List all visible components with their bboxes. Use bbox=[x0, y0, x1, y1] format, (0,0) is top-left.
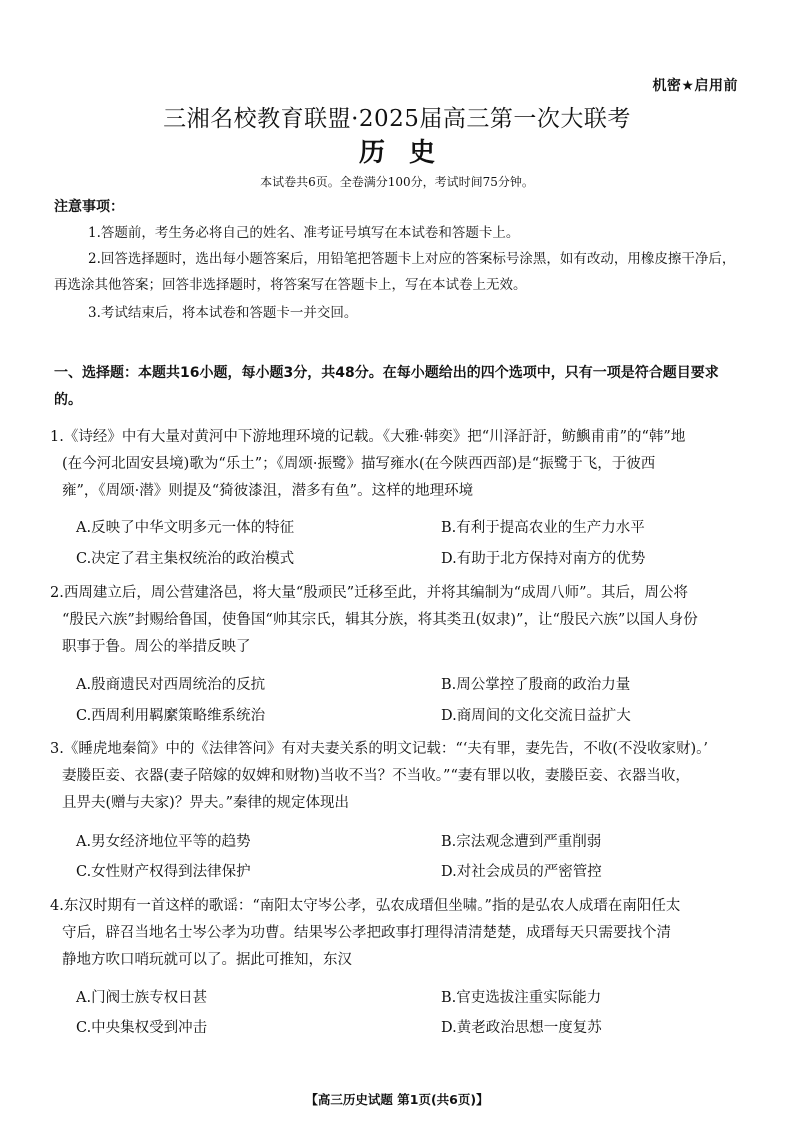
question-line: “殷民六族”封赐给鲁国，使鲁国“帅其宗氏，辑其分族，将其类丑(奴隶)”，让“殷民六族”以国人身份 bbox=[62, 612, 698, 628]
question-line: 2.西周建立后，周公营建洛邑，将大量“殷顽民”迁移至此，并将其编制为“成周八师”。其后，周公将 bbox=[50, 585, 688, 601]
question-line: 且畀夫(赠与夫家)？畀夫。”秦律的规定体现出 bbox=[62, 795, 349, 811]
option-d: D.有助于北方保持对南方的优势 bbox=[441, 551, 646, 567]
question-line: 守后，辟召当地名士岑公孝为功曹。结果岑公孝把政事打理得清清楚楚，成瑨每天只需要找个清 bbox=[62, 925, 671, 941]
question-line: (在今河北固安县境)歌为“乐土”；《周颂·振鹭》描写雍水(在今陕西西部)是“振鹭于飞，于彼西 bbox=[62, 456, 656, 472]
question-line: 3.《睡虎地秦简》中的《法律答问》有对夫妻关系的明文记载：“‘夫有罪，妻先告，不收(不没收家财)。’ bbox=[50, 741, 709, 757]
option-b: B.周公掌控了殷商的政治力量 bbox=[441, 677, 631, 693]
subject-title: 历史 bbox=[358, 138, 459, 168]
option-a: A.反映了中华文明多元一体的特征 bbox=[76, 520, 295, 536]
option-a: A.门阀士族专权日甚 bbox=[76, 990, 208, 1006]
option-a: A.殷商遗民对西周统治的反抗 bbox=[76, 677, 266, 693]
question-line: 妻媵臣妾、衣器(妻子陪嫁的奴婢和财物)当收不当？不当收。”“妻有罪以收，妻媵臣妾、衣器当收， bbox=[62, 768, 690, 784]
question-line: 职事于鲁。周公的举措反映了 bbox=[62, 639, 251, 655]
option-d: D.黄老政治思想一度复苏 bbox=[441, 1020, 602, 1036]
option-c: C.中央集权受到冲击 bbox=[76, 1020, 208, 1036]
section-heading: 一、选择题：本题共16小题，每小题3分，共48分。在每小题给出的四个选项中，只有一项是符合题目要求的。 bbox=[54, 365, 719, 408]
notes-title: 注意事项： bbox=[54, 199, 124, 215]
option-c: C.女性财产权得到法律保护 bbox=[76, 864, 251, 880]
option-d: D.对社会成员的严密管控 bbox=[441, 864, 602, 880]
option-d: D.商周间的文化交流日益扩大 bbox=[441, 708, 631, 724]
option-b: B.有利于提高农业的生产力水平 bbox=[441, 520, 645, 536]
exam-info: 本试卷共6页。全卷满分100分，考试时间75分钟。 bbox=[260, 175, 534, 189]
option-c: C.西周利用羁縻策略维系统治 bbox=[76, 708, 266, 724]
question-line: 雍”，《周颂·潜》则提及“猗彼漆沮，潜多有鱼”。这样的地理环境 bbox=[62, 483, 474, 499]
option-b: B.宗法观念遭到严重削弱 bbox=[441, 834, 602, 850]
option-b: B.官吏选拔注重实际能力 bbox=[441, 990, 602, 1006]
exam-title: 三湘名校教育联盟·2025届高三第一次大联考 bbox=[163, 106, 631, 132]
question-line: 4.东汉时期有一首这样的歌谣：“南阳太守岑公孝，弘农成瑨但坐啸。”指的是弘农人成瑨在南阳任太 bbox=[50, 898, 681, 914]
note-item: 2.回答选择题时，选出每小题答案后，用铅笔把答题卡上对应的答案标号涂黑，如有改动，用橡皮擦干净后，再选涂其他答案；回答非选择题时，将答案写在答题卡上，写在本试卷上无效。 bbox=[54, 251, 736, 293]
option-c: C.决定了君主集权统治的政治模式 bbox=[76, 551, 295, 567]
question-line: 1.《诗经》中有大量对黄河中下游地理环境的记载。《大雅·韩奕》把“川泽訏訏，鲂鱮甫甫”的“韩”地 bbox=[50, 429, 686, 445]
note-item: 1.答题前，考生务必将自己的姓名、准考证号填写在本试卷和答题卡上。 bbox=[88, 225, 520, 241]
question-line: 静地方吹口哨玩就可以了。据此可推知，东汉 bbox=[62, 952, 352, 968]
question-2 bbox=[50, 580, 746, 661]
confidential-mark: 机密★启用前 bbox=[652, 78, 738, 94]
question-1 bbox=[50, 424, 746, 505]
question-3 bbox=[50, 736, 746, 817]
question-4 bbox=[50, 893, 746, 974]
option-a: A.男女经济地位平等的趋势 bbox=[76, 834, 251, 850]
page-footer: 【高三历史试题 第1页(共6页)】 bbox=[305, 1092, 489, 1107]
note-item: 3.考试结束后，将本试卷和答题卡一并交回。 bbox=[88, 305, 358, 321]
